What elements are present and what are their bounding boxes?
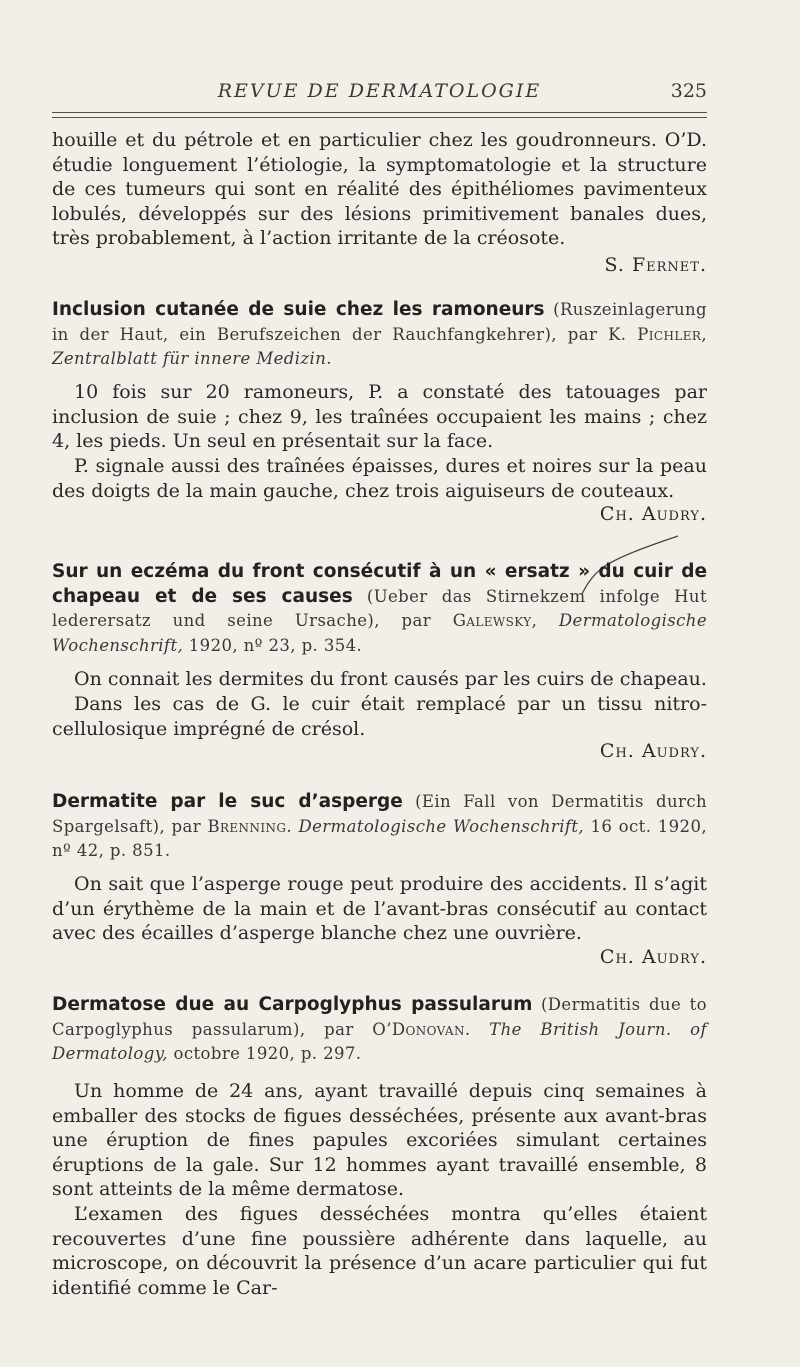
article-2-heading bbox=[52, 560, 707, 658]
article-4-ref-separator: . bbox=[464, 1019, 490, 1039]
article-3-signature: Ch. Audry. bbox=[599, 946, 707, 968]
article-2-paragraph-2: Dans les cas de G. le cuir était remplacé par un tissu nitro-cellulosique imprégné de crésol. bbox=[52, 693, 707, 740]
article-4-reference: (Dermatitis due to Carpoglyphus passularum), par bbox=[52, 995, 708, 1039]
article-1-paragraph-2: P. signale aussi des traînées épaisses, dures et noires sur la peau des doigts de la main gauche, chez trois aiguiseurs de couteaux. bbox=[52, 455, 707, 502]
article-4-author: O’Donovan bbox=[372, 1019, 465, 1039]
article-1-reference: (Ruszeinlagerung in der Haut, ein Berufszeichen der Rauchfangkehrer), par bbox=[52, 300, 707, 344]
article-3-ref-separator: . bbox=[286, 816, 299, 836]
article-3-title: Dermatite par le suc d’asperge bbox=[52, 791, 403, 812]
article-1-paragraph-1: 10 fois sur 20 ramoneurs, P. a constaté des tatouages par inclusion de suie ; chez 9, les traînées occupaient les mains ; chez 4, les pieds. Un seul en présentait sur la face. bbox=[52, 381, 707, 453]
running-title: REVUE DE DERMATOLOGIE bbox=[217, 80, 542, 102]
article-2-author: Galewsky bbox=[452, 611, 532, 631]
article-3-reference: (Ein Fall von Dermatitis durch Spargelsaft), par bbox=[52, 792, 707, 836]
article-4-heading bbox=[52, 993, 707, 1067]
header-rule-top bbox=[52, 112, 707, 113]
article-2-journal: Dermatologische Wochenschrift, bbox=[52, 611, 707, 655]
article-3-paragraph-1: On sait que l’asperge rouge peut produire des accidents. Il s’agit d’un érythème de la main et de l’avant-bras consécutif au contact avec des écailles d’asperge blanche chez une ouvrière. bbox=[52, 873, 707, 945]
page-header bbox=[52, 80, 707, 112]
article-4-paragraph-2: L’examen des figues desséchées montra qu’elles étaient recouvertes d’une fine poussière adhérente dans laquelle, au microscope, on découvrit la présence d’un acare particulier qui fut identifié comme le Car- bbox=[52, 1203, 707, 1299]
article-4-journal: The British Journ. of Dermatology, bbox=[52, 1019, 707, 1064]
article-4-ref-tail: octobre 1920, p. 297. bbox=[167, 1044, 362, 1064]
article-1-ref-separator: , bbox=[701, 324, 707, 344]
article-2-ref-separator: , bbox=[531, 611, 559, 631]
header-rule-bottom bbox=[52, 117, 707, 118]
article-1-journal: Zentralblatt für innere Medizin. bbox=[52, 349, 332, 369]
article-3-heading bbox=[52, 790, 707, 864]
article-3-ref-tail: 16 oct. 1920, nº 42, p. 851. bbox=[52, 816, 707, 861]
page-number: 325 bbox=[670, 80, 707, 102]
article-2-signature: Ch. Audry. bbox=[599, 740, 707, 762]
article-1-signature: Ch. Audry. bbox=[599, 503, 707, 525]
article-1-title: Inclusion cutanée de suie chez les ramoneurs bbox=[52, 299, 545, 320]
article-2-ref-tail: 1920, nº 23, p. 354. bbox=[183, 635, 363, 655]
article-2-reference: (Ueber das Stirnekzem infolge Hut lederersatz und seine Ursache), par bbox=[52, 586, 707, 631]
article-2-paragraph-1: On connait les dermites du front causés par les cuirs de chapeau. bbox=[74, 668, 707, 690]
intro-paragraph: houille et du pétrole et en particulier chez les goudronneurs. O’D. étudie longuement l’étiologie, la symptomatologie et la structure de ces tumeurs qui sont en réalité des épithéliomes pavimenteux lobulés, développés sur des lésions primitivement banales dues, très probablement, à l’action irritante de la créosote. bbox=[52, 129, 707, 250]
article-4-paragraph-1: Un homme de 24 ans, ayant travaillé depuis cinq semaines à emballer des stocks de figues desséchées, présente aux avant-bras une éruption de fines papules excoriées simulant certaines éruptions de la gale. Sur 12 hommes ayant travaillé ensemble, 8 sont atteints de la même dermatose. bbox=[52, 1080, 707, 1201]
article-1-heading bbox=[52, 298, 707, 372]
article-3-author: Brenning bbox=[207, 816, 287, 836]
article-3-journal: Dermatologische Wochenschrift, bbox=[298, 816, 585, 836]
article-4-title: Dermatose due au Carpoglyphus passularum bbox=[52, 994, 533, 1015]
article-1-author: K. Pichler bbox=[608, 324, 702, 344]
intro-signature: S. Fernet. bbox=[604, 254, 707, 276]
article-2-title: Sur un eczéma du front consécutif à un « ersatz » du cuir de chapeau et de ses causes bbox=[52, 561, 707, 607]
